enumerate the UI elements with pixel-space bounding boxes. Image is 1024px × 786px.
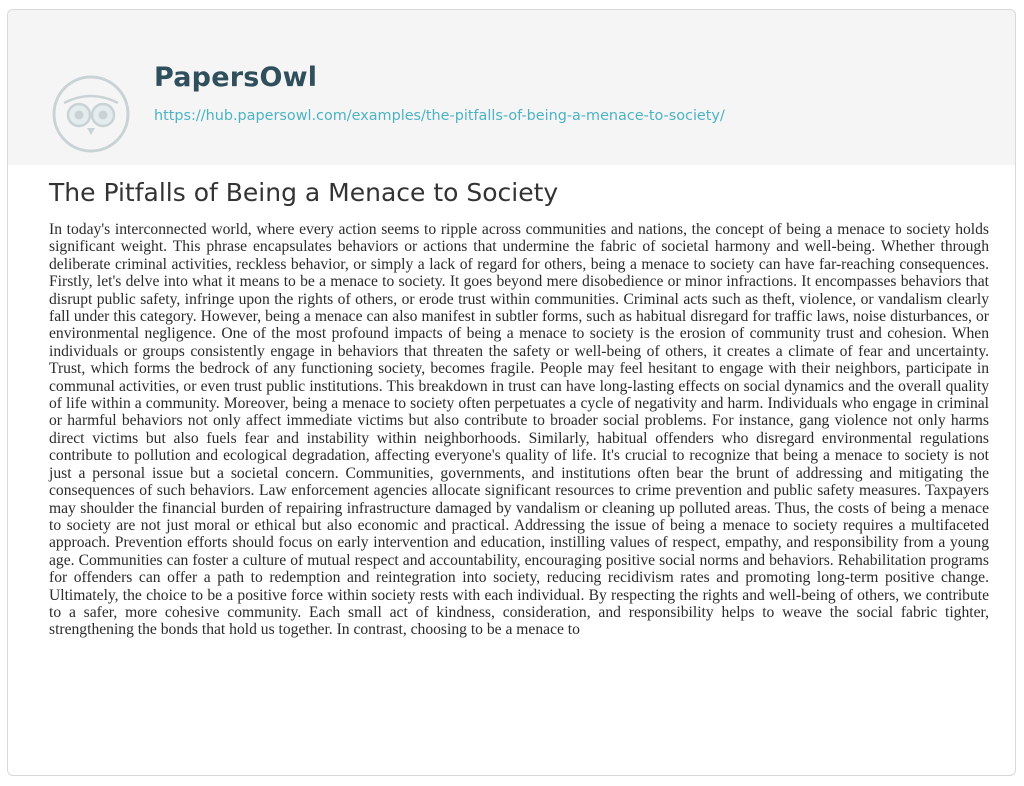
- owl-face-icon: [50, 73, 132, 155]
- site-header: [8, 10, 1015, 165]
- article-body: In today's interconnected world, where every action seems to ripple across communities and nations, the concept of being a menace to society holds significant weight. This phrase encapsulates behaviors or actions that undermine the fabric of societal harmony and well-being. Whether through deliberate criminal activities, reckless behavior, or simply a lack of regard for others, being a menace to society can have far-reaching consequences. Firstly, let's delve into what it means to be a menace to society. It goes beyond mere disobedience or minor infractions. It encompasses behaviors that disrupt public safety, infringe upon the rights of others, or erode trust within communities. Criminal acts such as theft, violence, or vandalism clearly fall under this category. However, being a menace can also manifest in subtler forms, such as habitual disregard for traffic laws, noise disturbances, or environmental negligence. One of the most profound impacts of being a menace to society is the erosion of community trust and cohesion. When individuals or groups consistently engage in behaviors that threaten the safety or well-being of others, it creates a climate of fear and uncertainty. Trust, which forms the bedrock of any functioning society, becomes fragile. People may feel hesitant to engage with their neighbors, participate in communal activities, or even trust public institutions. This breakdown in trust can have long-lasting effects on social dynamics and the overall quality of life within a community. Moreover, being a menace to society often perpetuates a cycle of negativity and harm. Individuals who engage in criminal or harmful behaviors not only affect immediate victims but also contribute to broader social problems. For instance, gang violence not only harms direct victims but also fuels fear and instability within neighborhoods. Similarly, habitual offenders who disregard environmental regulations contribute to pollution and ecological degradation, affecting everyone's quality of life. It's crucial to recognize that being a menace to society is not just a personal issue but a societal concern. Communities, governments, and institutions often bear the brunt of addressing and mitigating the consequences of such behaviors. Law enforcement agencies allocate significant resources to crime prevention and public safety measures. Taxpayers may shoulder the financial burden of repairing infrastructure damaged by vandalism or cleaning up polluted areas. Thus, the costs of being a menace to society are not just moral or ethical but also economic and practical. Addressing the issue of being a menace to society requires a multifaceted approach. Prevention efforts should focus on early intervention and education, instilling values of respect, empathy, and responsibility from a young age. Communities can foster a culture of mutual respect and accountability, encouraging positive social norms and behaviors. Rehabilitation programs for offenders can offer a path to redemption and reintegration into society, reducing recidivism rates and promoting long-term positive change. Ultimately, the choice to be a positive force within society rests with each individual. By respecting the rights and well-being of others, we contribute to a safer, more cohesive community. Each small act of kindness, consideration, and responsibility helps to weave the social fabric tighter, strengthening the bonds that hold us together. In contrast, choosing to be a menace to: [49, 221, 989, 639]
- page-frame: [7, 9, 1016, 776]
- brand-name: PapersOwl: [154, 62, 318, 93]
- article-title: The Pitfalls of Being a Menace to Society: [49, 178, 559, 207]
- source-url-link[interactable]: https://hub.papersowl.com/examples/the-pitfalls-of-being-a-menace-to-society/: [154, 108, 725, 124]
